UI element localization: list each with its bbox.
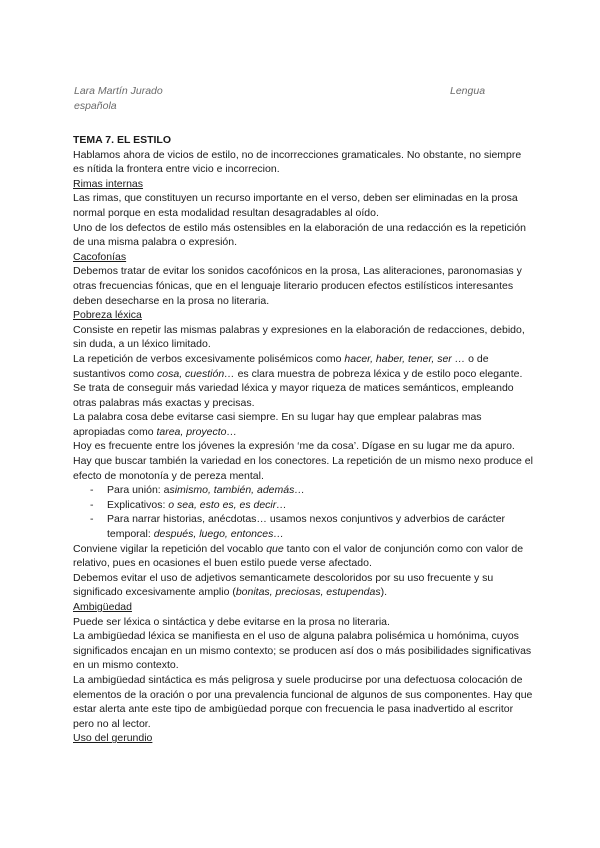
- subject-name: Lengua: [450, 85, 486, 97]
- paragraph: [73, 352, 533, 381]
- paragraph: La ambigüedad léxica se manifiesta en el uso de alguna palabra polisémica u homónima, cuyos significados encajan en un mismo contexto; se producen así dos o más posibilidades significativas en un mismo contexto.: [73, 630, 532, 672]
- subject-name-continued: española: [74, 99, 117, 112]
- document-header: [74, 84, 514, 113]
- section-heading-cacofonias: Cacofonías: [73, 250, 127, 263]
- paragraph: Puede ser léxica o sintáctica y debe evitarse en la prosa no literaria.: [73, 615, 390, 628]
- text-run: Conviene vigilar la repetición del vocablo: [73, 542, 267, 555]
- text-run: ).: [380, 586, 388, 599]
- italic-example: cosa, cuestión…: [157, 367, 235, 380]
- section-heading-pobreza: Pobreza léxica: [73, 309, 142, 322]
- italic-example: después, luego, entonces…: [153, 528, 284, 541]
- italic-example: o sea, esto es, es decir…: [168, 498, 287, 511]
- paragraph: [73, 571, 533, 600]
- list-item-label: Explicativos:: [107, 498, 169, 511]
- list-item: [73, 498, 533, 513]
- list-dash: -: [90, 513, 94, 526]
- author-name: Lara Martín Jurado: [74, 85, 163, 97]
- italic-example: bonitas, preciosas, estupendas: [235, 586, 381, 599]
- list-dash: -: [90, 498, 94, 511]
- paragraph: Hay que buscar también la variedad en los conectores. La repetición de un mismo nexo produce el efecto de monotonía y de pereza mental.: [73, 455, 533, 482]
- paragraph: [73, 410, 533, 439]
- paragraph: Se trata de conseguir más variedad léxica y mayor riqueza de matices semánticos, empleando otras palabras más exactas y precisas.: [73, 382, 514, 409]
- italic-example: simismo, también, además…: [169, 484, 305, 497]
- paragraph: [73, 542, 533, 571]
- document-body: [73, 133, 533, 746]
- list-item-label: Para narrar historias, anécdotas… usamos nexos conjuntivos y adverbios de carácter temporal:: [107, 513, 506, 541]
- paragraph: Consiste en repetir las mismas palabras y expresiones en la elaboración de redacciones, debido, sin duda, a un léxico limitado.: [73, 323, 525, 351]
- document-title: TEMA 7. EL ESTILO: [73, 134, 172, 146]
- italic-example: hacer, haber, tener, ser …: [344, 352, 466, 365]
- intro-paragraph: Hablamos ahora de vicios de estilo, no de incorrecciones gramaticales. No obstante, no siempre es nítida la frontera entre vicio e incorrecion.: [73, 148, 522, 176]
- paragraph: Las rimas, que constituyen un recurso importante en el verso, deben ser eliminadas en la prosa normal porque en esta modalidad resultan desagradables al oído.: [73, 192, 518, 219]
- paragraph: Hoy es frecuente entre los jóvenes la expresión ‘me da cosa’. Dígase en su lugar me da apuro.: [73, 440, 515, 453]
- text-run: Debemos evitar el uso de adjetivos semanticamete descoloridos por su uso frecuente y su significado excesivamente amplio (: [73, 571, 494, 599]
- list-item-label: Para unión: a: [107, 484, 170, 497]
- italic-example: que: [266, 542, 284, 555]
- text-run: La repetición de verbos excesivamente polisémicos como: [73, 352, 345, 365]
- text-run: La palabra cosa debe evitarse casi siempre. En su lugar hay que emplear palabras mas apropiadas como: [73, 411, 482, 438]
- list-dash: -: [90, 484, 94, 497]
- list-item: [73, 483, 533, 498]
- text-run: tanto con el valor de conjunción como con valor de relativo, pues en ocasiones el buen estilo puede verse afectado.: [73, 542, 524, 570]
- list-item: [73, 512, 533, 541]
- section-heading-rimas: Rimas internas: [73, 177, 144, 190]
- paragraph: Uno de los defectos de estilo más ostensibles en la elaboración de una redacción es la repetición de una misma palabra o expresión.: [73, 221, 526, 249]
- section-heading-ambiguedad: Ambigüedad: [73, 601, 132, 613]
- text-run: es clara muestra de pobreza léxica y de estilo poco elegante.: [234, 367, 523, 380]
- italic-example: tarea, proyecto…: [156, 425, 238, 438]
- connector-list: [73, 483, 533, 541]
- paragraph: Debemos tratar de evitar los sonidos cacofónicos en la prosa, Las aliteraciones, paronomasias y otras frecuencias fónicas, que en el lenguaje literario producen efectos estilísticos interesantes deben desecharse en la prosa no literaria.: [73, 265, 522, 307]
- paragraph: La ambigüedad sintáctica es más peligrosa y suele producirse por una defectuosa colocación de elementos de la oración o por una prevalencia funcional de algunos de sus componentes. Hay que estar alerta ante este tipo de ambigüedad porque con frecuencia le pasa inadvertido al escritor pero no al lector.: [73, 673, 533, 730]
- text-run: o de sustantivos como: [73, 352, 489, 380]
- section-heading-gerundio: Uso del gerundio: [73, 732, 153, 745]
